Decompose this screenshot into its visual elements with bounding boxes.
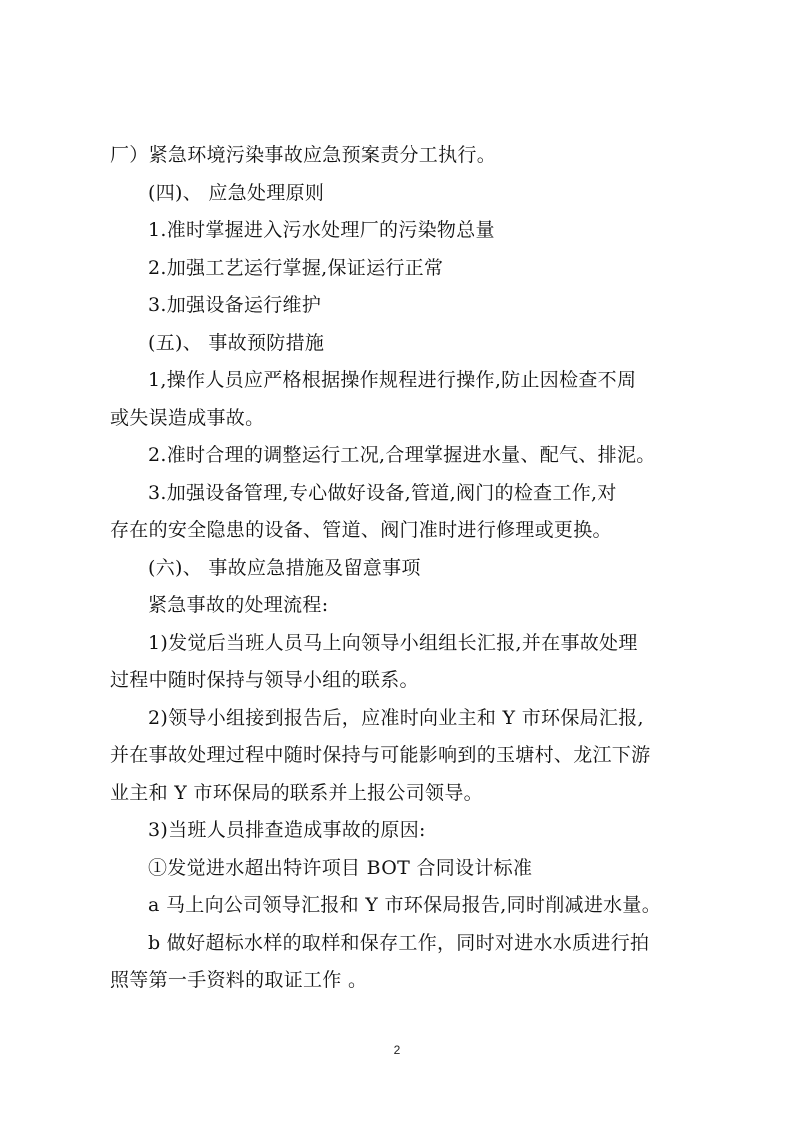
text-line: 厂）紧急环境污染事故应急预案责分工执行。 <box>110 144 497 166</box>
text-line: a 马上向公司领导汇报和 Y 市环保局报告,同时削减进水量。 <box>148 894 662 916</box>
text-line: 2.准时合理的调整运行工况,合理掌握进水量、配气、排泥。 <box>148 444 656 466</box>
text-line: 3.加强设备运行维护 <box>148 294 322 316</box>
text-line: 并在事故处理过程中随时保持与可能影响到的玉塘村、龙江下游 <box>110 744 651 766</box>
section-heading-5: (五)、 事故预防措施 <box>148 331 325 354</box>
text-line: 或失误造成事故。 <box>110 406 265 429</box>
text-line: 业主和 Y 市环保局的联系并上报公司领导。 <box>110 781 483 804</box>
text-line: 存在的安全隐患的设备、管道、阀门准时进行修理或更换。 <box>110 519 612 541</box>
document-body <box>110 137 710 1000</box>
text-line: ①发觉进水超出特许项目 BOT 合同设计标准 <box>148 856 533 879</box>
text-line: 2)领导小组接到报告后，应准时向业主和 Y 市环保局汇报, <box>148 706 644 729</box>
section-heading-4: (四)、 应急处理原则 <box>148 181 325 204</box>
text-line: 3.加强设备管理,专心做好设备,管道,阀门的检查工作,对 <box>148 481 617 504</box>
section-heading-6: (六)、 事故应急措施及留意事项 <box>148 556 421 579</box>
text-line: 过程中随时保持与领导小组的联系。 <box>110 669 419 691</box>
text-line: 1)发觉后当班人员马上向领导小组组长汇报,并在事故处理 <box>148 631 638 654</box>
text-line: 1.准时掌握进入污水处理厂的污染物总量 <box>148 219 495 241</box>
text-line: 紧急事故的处理流程: <box>148 594 329 616</box>
text-line: 3)当班人员排查造成事故的原因: <box>148 819 426 841</box>
text-line: 1,操作人员应严格根据操作规程进行操作,防止因检查不周 <box>148 369 637 391</box>
text-line: 照等第一手资料的取证工作 。 <box>110 969 368 991</box>
page-number: 2 <box>393 1043 401 1057</box>
text-line: 2.加强工艺运行掌握,保证运行正常 <box>148 256 444 279</box>
text-line: b 做好超标水样的取样和保存工作，同时对进水水质进行拍 <box>148 931 650 954</box>
